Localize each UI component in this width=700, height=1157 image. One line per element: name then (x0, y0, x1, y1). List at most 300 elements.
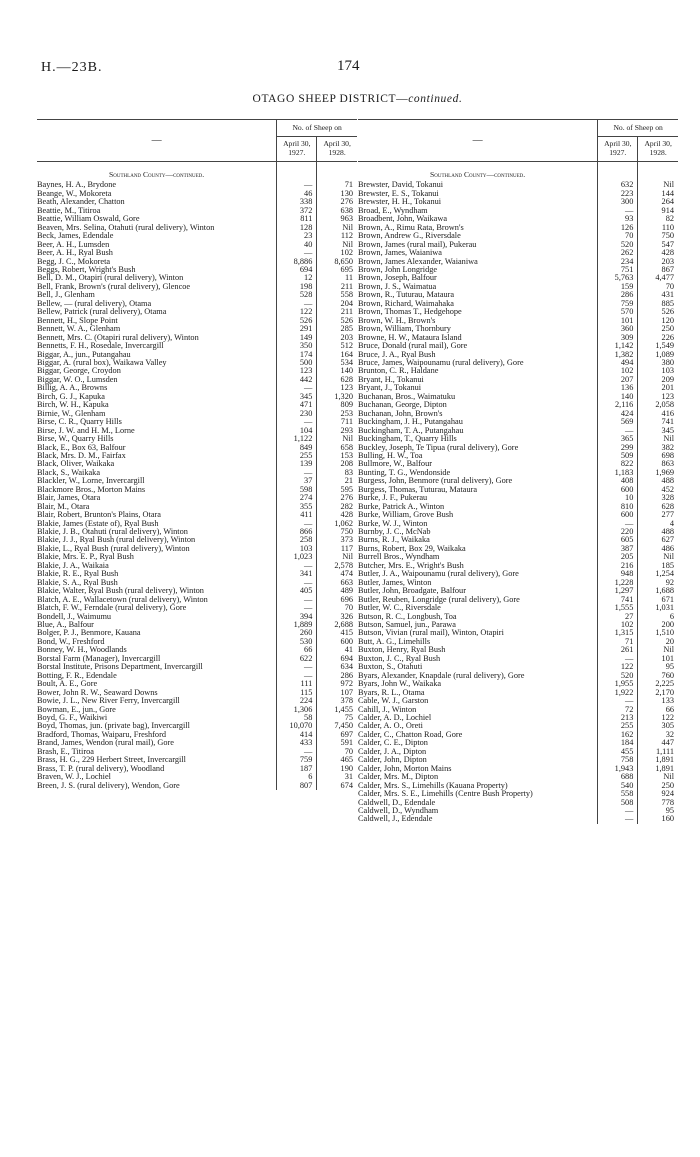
owner-name-cell: Biggar, George, Croydon (37, 366, 121, 376)
sheep-1928-cell: 201 (638, 384, 678, 392)
owner-name-cell: Burns, Robert, Box 29, Waikaka (358, 543, 466, 553)
sheep-1927-cell: 1,306 (277, 706, 317, 714)
sheep-1927-cell: 126 (598, 224, 638, 232)
sheep-1927-cell: 10,070 (277, 722, 317, 730)
sheep-1928-cell: 203 (638, 258, 678, 266)
sheep-1928-cell: 293 (317, 427, 357, 435)
sheep-1928-cell: 809 (317, 401, 357, 409)
sheep-1928-cell: 286 (317, 672, 357, 680)
sheep-1928-cell: 200 (638, 621, 678, 629)
owner-name-cell: Buckingham, T. A., Putangahau (358, 425, 464, 435)
sheep-1927-cell: 205 (598, 553, 638, 561)
sheep-1927-cell: 27 (598, 613, 638, 621)
sheep-1927-cell: 688 (598, 773, 638, 781)
owner-name-cell: Broadbent, John, Waikawa (358, 214, 448, 224)
sheep-1927-cell: 405 (277, 587, 317, 595)
sheep-1928-cell: 1,320 (317, 393, 357, 401)
owner-name-cell: Blakie, James (Estate of), Ryal Bush (37, 518, 159, 528)
county-subheading: Southland County—continued. (430, 170, 526, 179)
sheep-1927-cell: 758 (598, 756, 638, 764)
owner-name-cell: Bell, D. M., Otapiri (rural delivery), Winton (37, 273, 184, 283)
sheep-1928-cell: 345 (638, 427, 678, 435)
sheep-1927-cell: 1,315 (598, 629, 638, 637)
sheep-1927-cell: 10 (598, 494, 638, 502)
owner-name-cell: Blair, James, Otara (37, 493, 101, 503)
sheep-1927-cell: 40 (277, 241, 317, 249)
owner-name-cell: Beggs, Robert, Wright's Bush (37, 264, 136, 274)
page-header (37, 50, 678, 76)
sheep-1928-cell: 32 (638, 731, 678, 739)
sheep-1928-cell: 431 (638, 291, 678, 299)
county-subheading: Southland County—continued. (109, 170, 205, 179)
sheep-1928-cell: Nil (317, 435, 357, 443)
sheep-1928-cell: Nil (638, 773, 678, 781)
sheep-1927-cell: — (277, 663, 317, 671)
sheep-1928-cell: 885 (638, 300, 678, 308)
sheep-1927-cell: 37 (277, 477, 317, 485)
owner-name-cell: Brown, William, Thornbury (358, 324, 451, 334)
sheep-1927-cell: 1,889 (277, 621, 317, 629)
sheep-1928-cell: 120 (638, 317, 678, 325)
sheep-1927-cell: 286 (598, 291, 638, 299)
owner-name-cell: Bowie, J. L., New River Ferry, Invercargill (37, 696, 180, 706)
owner-name-cell: Brewster, David, Tokanui (358, 180, 444, 190)
sheep-1927-cell: — (598, 815, 638, 823)
left-column (37, 119, 357, 824)
owner-name-cell: Buxton, S., Otahuti (358, 662, 423, 672)
sheep-1927-cell: 810 (598, 503, 638, 511)
owner-name-cell: Boult, A. E., Gore (37, 679, 98, 689)
owner-name-cell: Butler, John, Broadgate, Balfour (358, 586, 466, 596)
sheep-1927-cell: — (598, 807, 638, 815)
sheep-1928-cell: 595 (317, 486, 357, 494)
sheep-1928-cell: 415 (317, 629, 357, 637)
sheep-1928-cell: 70 (317, 604, 357, 612)
owner-name-cell: Brass, T. P. (rural delivery), Woodland (37, 763, 165, 773)
owner-name-cell: Brass, H. G., 229 Herbert Street, Invercargill (37, 755, 186, 765)
owner-name-cell: Black, Mrs. D. M., Fairfax (37, 450, 126, 460)
sheep-1928-cell: 130 (317, 190, 357, 198)
sheep-1928-cell: 83 (317, 469, 357, 477)
sheep-1928-cell: 711 (317, 418, 357, 426)
owner-name-cell: Caldwell, D., Wyndham (358, 805, 439, 815)
sheep-1927-cell: 216 (598, 562, 638, 570)
sheep-1927-cell: 12 (277, 274, 317, 282)
sheep-1928-cell: 1,549 (638, 342, 678, 350)
sheep-1927-cell: 345 (277, 393, 317, 401)
sheep-1928-cell: 7,450 (317, 722, 357, 730)
sheep-1928-cell: 428 (638, 249, 678, 257)
sheep-1928-cell: 863 (638, 460, 678, 468)
sheep-1928-cell: 697 (317, 731, 357, 739)
owner-name-cell: Borstal Farm (Manager), Invercargill (37, 653, 161, 663)
sheep-1928-cell: 447 (638, 739, 678, 747)
sheep-1928-cell: 694 (317, 655, 357, 663)
sheep-1928-cell: 628 (317, 376, 357, 384)
sheep-1927-cell: 72 (598, 706, 638, 714)
sheep-1928-cell: 21 (317, 477, 357, 485)
owner-name-cell: Calder, A. D., Lochiel (358, 713, 432, 722)
sheep-1928-cell: 1,062 (317, 520, 357, 528)
sheep-1927-cell: 23 (277, 232, 317, 240)
sheep-1928-cell: 2,225 (638, 680, 678, 688)
sheep-1928-cell: 282 (317, 503, 357, 511)
sheep-1927-cell: 260 (277, 629, 317, 637)
sheep-1927-cell: 866 (277, 528, 317, 536)
sheep-1928-cell: 277 (638, 511, 678, 519)
sheep-1927-cell: — (277, 562, 317, 570)
sheep-1927-cell: 1,122 (277, 435, 317, 443)
sheep-1928-cell: 211 (317, 283, 357, 291)
owner-name-cell: Butson, Vivian (rural mail), Winton, Otapiri (358, 628, 504, 638)
sheep-1928-cell: 465 (317, 756, 357, 764)
owner-name-cell: Calder, Mrs. M., Dipton (358, 772, 439, 782)
sheep-1928-cell: 750 (638, 232, 678, 240)
sheep-1927-cell: 230 (277, 410, 317, 418)
sheep-1927-cell: 365 (598, 435, 638, 443)
sheep-1928-cell: 326 (317, 613, 357, 621)
title-continued: continued. (408, 93, 463, 105)
year-header-1928: April 30, 1928. (638, 137, 678, 162)
sheep-1927-cell: 122 (598, 663, 638, 671)
title-main: OTAGO SHEEP DISTRICT— (252, 93, 409, 105)
sheep-1928-cell: Nil (317, 224, 357, 232)
owner-name-cell: Birse, J. W. and H. M., Lorne (37, 425, 135, 435)
sheep-1928-cell: 489 (317, 587, 357, 595)
sheep-1928-cell: 70 (317, 748, 357, 756)
owner-name-cell: Burgess, Thomas, Tuturau, Mataura (358, 484, 478, 494)
owner-name-cell: Butler, Reuben, Longridge (rural delivery), Gore (358, 594, 520, 604)
owner-name-cell: Blatch, F. W., Ferndale (rural delivery), Gore (37, 603, 187, 613)
sheep-1928-cell: 380 (638, 359, 678, 367)
sheep-1928-cell: Nil (638, 435, 678, 443)
sheep-1928-cell: 760 (638, 672, 678, 680)
owner-name-cell: Biggar, W. O., Lumsden (37, 374, 118, 384)
sheep-1928-cell: Nil (638, 553, 678, 561)
owner-name-cell: Bulling, H. W., Toa (358, 450, 423, 460)
sheep-1928-cell: 82 (638, 215, 678, 223)
sheep-1928-cell: 1,111 (638, 748, 678, 756)
sheep-1927-cell: 632 (598, 181, 638, 189)
sheep-1928-cell: 208 (317, 460, 357, 468)
right-table (358, 119, 678, 824)
owner-name-cell: Beer, A. H., Lumsden (37, 239, 110, 249)
sheep-1928-cell: 914 (638, 207, 678, 215)
owner-name-cell: Blatch, A. E., Wallacetown (rural delivery), Winton (37, 594, 208, 604)
owner-name-cell: Browne, H. W., Mataura Island (358, 332, 462, 342)
sheep-1927-cell: 66 (277, 646, 317, 654)
sheep-1927-cell: 509 (598, 452, 638, 460)
owner-name-cell: Bryant, J., Tokanui (358, 383, 422, 393)
sheep-1928-cell: Nil (317, 241, 357, 249)
sheep-count-header: No. of Sheep on (277, 120, 357, 137)
sheep-1927-cell: 309 (598, 334, 638, 342)
owner-name-cell: Birse, W., Quarry Hills (37, 434, 114, 444)
sheep-1928-cell: 4 (638, 520, 678, 528)
sheep-1927-cell: 350 (277, 342, 317, 350)
sheep-1928-cell: 328 (638, 494, 678, 502)
sheep-1927-cell: 6 (277, 773, 317, 781)
owner-name-cell: Botting, F. R., Edendale (37, 670, 117, 680)
sheep-1928-cell: 102 (317, 249, 357, 257)
owner-name-cell: Burke, William, Grove Bush (358, 510, 454, 520)
table-row (37, 782, 357, 790)
sheep-1927-cell: 759 (598, 300, 638, 308)
owner-name-cell: Blackler, W., Lorne, Invercargill (37, 476, 145, 486)
sheep-1928-cell: 695 (317, 266, 357, 274)
sheep-1927-cell: — (277, 672, 317, 680)
sheep-1927-cell: 540 (598, 782, 638, 790)
owner-name-cell: Butler, J. A., Waipounamu (rural delivery), Gore (358, 569, 519, 579)
empty-cell (317, 162, 357, 182)
sheep-1928-cell: 153 (317, 452, 357, 460)
sheep-1927-cell: 262 (598, 249, 638, 257)
county-subheading-row (37, 162, 357, 182)
owner-name-cell: Byars, Alexander, Knapdale (rural delivery), Gore (358, 670, 525, 680)
right-table-body (358, 162, 678, 824)
owner-name-cell: Bennett, H., Slope Point (37, 315, 118, 325)
sheep-1928-cell: 698 (638, 452, 678, 460)
owner-name-cell: Bruce, James, Waipounamu (rural delivery), Gore (358, 357, 524, 367)
sheep-1927-cell: 1,955 (598, 680, 638, 688)
sheep-1928-cell: 674 (317, 782, 357, 790)
sheep-1927-cell: 159 (598, 283, 638, 291)
owner-name-cell: Brewster, E. S., Tokanui (358, 188, 439, 198)
owner-name-cell: Burke, J. F., Pukerau (358, 493, 428, 503)
owner-name-cell: Boyd, Thomas, jun. (private bag), Invercargill (37, 721, 190, 731)
owner-name-cell: Birse, C. R., Quarry Hills (37, 417, 122, 427)
columns (37, 119, 678, 824)
owner-name-cell: Beange, W., Mokoreta (37, 188, 112, 198)
sheep-1928-cell: 2,578 (317, 562, 357, 570)
sheep-1927-cell: 70 (598, 232, 638, 240)
owner-name-cell: Butler, W. C., Riversdale (358, 603, 441, 613)
sheep-1927-cell: 569 (598, 418, 638, 426)
owner-name-cell: Bruce, J. A., Ryal Bush (358, 349, 436, 359)
owner-name-cell: Black, Oliver, Waikaka (37, 459, 115, 469)
sheep-1927-cell: 338 (277, 198, 317, 206)
sheep-1927-cell: 455 (598, 748, 638, 756)
sheep-1927-cell: 104 (277, 427, 317, 435)
sheep-1928-cell: 31 (317, 773, 357, 781)
sheep-1928-cell: 1,969 (638, 469, 678, 477)
sheep-1927-cell: 101 (598, 317, 638, 325)
sheep-1928-cell: 122 (638, 714, 678, 722)
sheep-1927-cell: 526 (277, 317, 317, 325)
sheep-1927-cell: 111 (277, 680, 317, 688)
sheep-1927-cell: 442 (277, 376, 317, 384)
owner-name-cell: Buckingham, J. H., Putangahau (358, 417, 463, 427)
left-table (37, 119, 357, 790)
sheep-1927-cell: 1,922 (598, 689, 638, 697)
sheep-1927-cell: 530 (277, 638, 317, 646)
sheep-1927-cell: — (598, 655, 638, 663)
owner-name-cell: Calder, John, Dipton (358, 755, 427, 765)
sheep-1927-cell: 341 (277, 570, 317, 578)
sheep-1928-cell: 750 (317, 528, 357, 536)
sheep-1928-cell: 117 (317, 545, 357, 553)
sheep-1928-cell: 253 (317, 410, 357, 418)
sheep-1928-cell: 66 (638, 706, 678, 714)
sheep-1928-cell: 95 (638, 663, 678, 671)
owner-name-cell: Brown, Richard, Waimahaka (358, 298, 454, 308)
owner-name-cell: Buchanan, John, Brown's (358, 408, 443, 418)
owner-name-cell: Bell, J., Glenham (37, 290, 95, 300)
sheep-1927-cell: 93 (598, 215, 638, 223)
sheep-1928-cell: 276 (317, 494, 357, 502)
sheep-1927-cell: 372 (277, 207, 317, 215)
sheep-1928-cell: Nil (638, 646, 678, 654)
sheep-1927-cell: 605 (598, 536, 638, 544)
sheep-1927-cell: 1,228 (598, 579, 638, 587)
sheep-1927-cell: 508 (598, 799, 638, 807)
sheep-1928-cell: 488 (638, 528, 678, 536)
sheep-1927-cell: 1,297 (598, 587, 638, 595)
sheep-1927-cell: 1,382 (598, 351, 638, 359)
sheep-1927-cell: 102 (598, 621, 638, 629)
sheep-1928-cell: 305 (638, 722, 678, 730)
sheep-1928-cell: 1,089 (638, 351, 678, 359)
sheep-1927-cell: — (277, 418, 317, 426)
owner-name-cell: Bunting, T. G., Wendonside (358, 467, 451, 477)
sheep-1927-cell: 224 (277, 697, 317, 705)
sheep-1928-cell: 428 (317, 511, 357, 519)
owner-name-cell: Bruce, Donald (rural mail), Gore (358, 341, 468, 351)
sheep-1927-cell: 494 (598, 359, 638, 367)
owner-name-cell: Caldwell, J., Edendale (358, 814, 433, 824)
sheep-1927-cell: 122 (277, 308, 317, 316)
owner-name-cell: Bondell, J., Waimumu (37, 611, 112, 621)
owner-name-cell: Byars, John W., Waikaka (358, 679, 442, 689)
owner-name-cell: Brown, R., Tuturau, Mataura (358, 290, 455, 300)
owner-name-cell: Calder, Mrs. S. E., Limehills (Centre Bush Property) (358, 789, 533, 799)
sheep-1928-cell: 2,688 (317, 621, 357, 629)
sheep-1927-cell: — (598, 697, 638, 705)
sheep-1928-cell: 378 (317, 697, 357, 705)
sheep-1927-cell: 102 (598, 367, 638, 375)
sheep-1928-cell: 1,891 (638, 756, 678, 764)
page-title (37, 93, 678, 107)
owner-name-cell: Byars, R. L., Otama (358, 687, 425, 697)
sheep-1927-cell: — (598, 207, 638, 215)
table-row (358, 815, 678, 823)
sheep-1928-cell: 103 (638, 367, 678, 375)
sheep-1928-cell: 634 (317, 663, 357, 671)
sheep-1927-cell: 255 (598, 722, 638, 730)
owner-name-cell: Butson, R. C., Longbush, Toa (358, 611, 457, 621)
owner-name-cell: Butson, Samuel, jun., Parawa (358, 620, 456, 630)
owner-name-cell: Butcher, Mrs. E., Wright's Bush (358, 560, 464, 570)
owner-name-cell: Blakie, Walter, Ryal Bush (rural delivery), Winton (37, 586, 204, 596)
owner-name-cell: Bell, Frank, Brown's (rural delivery), Glencoe (37, 281, 191, 291)
owner-name-cell: Brand, James, Wendon (rural mail), Gore (37, 738, 174, 748)
empty-cell (638, 162, 678, 182)
sheep-1927-cell: 115 (277, 689, 317, 697)
owner-name-cell: Bellew, Patrick (rural delivery), Otama (37, 307, 167, 317)
sheep-1928-cell: 1,510 (638, 629, 678, 637)
owner-name-cell: Blakie, J. J., Ryal Bush (rural delivery), Winton (37, 535, 196, 545)
owner-name-cell: Bennett, Mrs. C. (Otapiri rural delivery), Winton (37, 332, 199, 342)
sheep-1927-cell: 520 (598, 241, 638, 249)
sheep-1927-cell: — (277, 604, 317, 612)
sheep-1927-cell: 71 (598, 638, 638, 646)
sheep-1928-cell: 41 (317, 646, 357, 654)
sheep-1927-cell: 414 (277, 731, 317, 739)
sheep-1927-cell: 299 (598, 444, 638, 452)
sheep-1927-cell: 1,023 (277, 553, 317, 561)
owner-name-cell: Begg, J. C., Mokoreta (37, 256, 111, 266)
owner-name-cell: Calder, A. O., Oreti (358, 721, 423, 731)
sheep-1928-cell: 190 (317, 765, 357, 773)
owner-name-cell: Brown, Joseph, Balfour (358, 273, 437, 283)
empty-cell (598, 162, 638, 182)
sheep-1928-cell: 107 (317, 689, 357, 697)
sheep-1928-cell: 123 (638, 393, 678, 401)
owner-name-cell: Blakie, R. E., Ryal Bush (37, 569, 119, 579)
page-reference: H.—23B. (41, 60, 103, 75)
sheep-1927-cell: 411 (277, 511, 317, 519)
sheep-1927-cell: 811 (277, 215, 317, 223)
owner-name-cell: Brown, James (rural mail), Pukerau (358, 239, 477, 249)
owner-name-cell: Blackmore Bros., Morton Mains (37, 484, 146, 494)
sheep-1927-cell: — (277, 579, 317, 587)
sheep-1927-cell: 261 (598, 646, 638, 654)
sheep-1927-cell: 694 (277, 266, 317, 274)
sheep-1927-cell: 433 (277, 739, 317, 747)
owner-name-cell: Calder, John, Morton Mains (358, 763, 452, 773)
owner-name-cell: Butt, A. G., Limehills (358, 636, 431, 646)
sheep-1927-cell: — (277, 384, 317, 392)
owner-name-cell: Blair, M., Otara (37, 501, 90, 511)
owner-name-cell: Borstal Institute, Prisons Department, Invercargill (37, 662, 203, 672)
sheep-1928-cell: 1,254 (638, 570, 678, 578)
sheep-1928-cell: 211 (317, 308, 357, 316)
sheep-1928-cell: 382 (638, 444, 678, 452)
sheep-1927-cell: 570 (598, 308, 638, 316)
owner-name-cell: Buchanan, Bros., Waimatuku (358, 391, 456, 401)
sheep-1927-cell: 849 (277, 444, 317, 452)
sheep-1927-cell: 207 (598, 376, 638, 384)
sheep-1928-cell: 452 (638, 486, 678, 494)
sheep-1927-cell: 140 (598, 393, 638, 401)
sheep-1928-cell: 627 (638, 536, 678, 544)
sheep-1928-cell: 488 (638, 477, 678, 485)
sheep-1927-cell: 274 (277, 494, 317, 502)
sheep-1928-cell: 526 (317, 317, 357, 325)
sheep-1927-cell: 355 (277, 503, 317, 511)
sheep-1928-cell: 778 (638, 799, 678, 807)
sheep-1927-cell: 300 (598, 198, 638, 206)
sheep-1928-cell: 185 (638, 562, 678, 570)
sheep-1927-cell: 520 (598, 672, 638, 680)
owner-name-cell: Buxton, Henry, Ryal Bush (358, 645, 446, 655)
sheep-1927-cell: — (277, 249, 317, 257)
sheep-1928-cell: 526 (638, 308, 678, 316)
sheep-1928-cell: 226 (638, 334, 678, 342)
year-header-1927: April 30, 1927. (598, 137, 638, 162)
sheep-1928-cell: 101 (638, 655, 678, 663)
sheep-1927-cell: 600 (598, 486, 638, 494)
owner-name-cell: Biggar, A. (rural box), Waikawa Valley (37, 357, 167, 367)
sheep-1928-cell: 638 (317, 207, 357, 215)
owner-name-cell: Burnby, J. C., McNab (358, 527, 431, 537)
owner-name-cell: Braven, W. J., Lochiel (37, 772, 111, 782)
sheep-1927-cell: 128 (277, 224, 317, 232)
sheep-1928-cell: 112 (317, 232, 357, 240)
sheep-1927-cell: 149 (277, 334, 317, 342)
sheep-1928-cell: 95 (638, 807, 678, 815)
owner-name-cell: Beath, Alexander, Chatton (37, 197, 125, 207)
